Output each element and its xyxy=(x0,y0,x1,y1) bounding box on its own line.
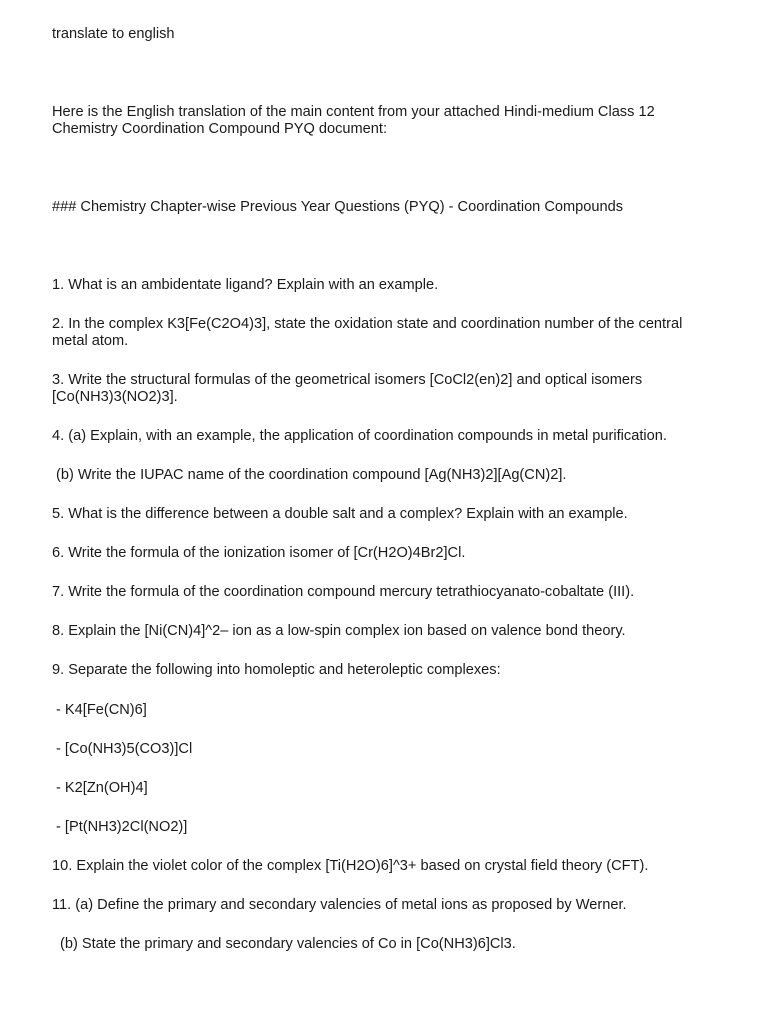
question-9: 9. Separate the following into homoleptic and heteroleptic complexes: xyxy=(52,662,501,678)
question-10: 10. Explain the violet color of the complex [Ti(H2O)6]^3+ based on crystal field theory (CFT). xyxy=(52,858,649,874)
question-9-item: - [Pt(NH3)2Cl(NO2)] xyxy=(56,819,188,835)
question-7: 7. Write the formula of the coordination compound mercury tetrathiocyanato-cobaltate (III). xyxy=(52,584,635,600)
question-11a: 11. (a) Define the primary and secondary valencies of metal ions as proposed by Werner. xyxy=(52,897,627,913)
section-heading: ### Chemistry Chapter-wise Previous Year Questions (PYQ) - Coordination Compounds xyxy=(52,199,624,215)
intro-paragraph: Here is the English translation of the main content from your attached Hindi-medium Class 12 Chemistry Coordination Compound PYQ document: xyxy=(52,104,655,137)
question-5: 5. What is the difference between a double salt and a complex? Explain with an example. xyxy=(52,506,628,522)
question-6: 6. Write the formula of the ionization isomer of [Cr(H2O)4Br2]Cl. xyxy=(52,545,466,561)
question-9-item: - [Co(NH3)5(CO3)]Cl xyxy=(56,741,193,757)
question-2: 2. In the complex K3[Fe(C2O4)3], state the oxidation state and coordination number of the central metal atom. xyxy=(52,316,683,349)
question-4b: (b) Write the IUPAC name of the coordination compound [Ag(NH3)2][Ag(CN)2]. xyxy=(56,467,567,483)
question-1: 1. What is an ambidentate ligand? Explain with an example. xyxy=(52,277,439,293)
question-3: 3. Write the structural formulas of the geometrical isomers [CoCl2(en)2] and optical isomers [Co(NH3)3(NO2)3]. xyxy=(52,372,643,405)
question-9-item: - K4[Fe(CN)6] xyxy=(56,702,147,718)
question-8: 8. Explain the [Ni(CN)4]^2– ion as a low-spin complex ion based on valence bond theory. xyxy=(52,623,626,639)
question-9-item: - K2[Zn(OH)4] xyxy=(56,780,148,796)
user-prompt: translate to english xyxy=(52,26,175,42)
question-4a: 4. (a) Explain, with an example, the application of coordination compounds in metal purification. xyxy=(52,428,667,444)
question-11b: (b) State the primary and secondary valencies of Co in [Co(NH3)6]Cl3. xyxy=(60,936,516,952)
